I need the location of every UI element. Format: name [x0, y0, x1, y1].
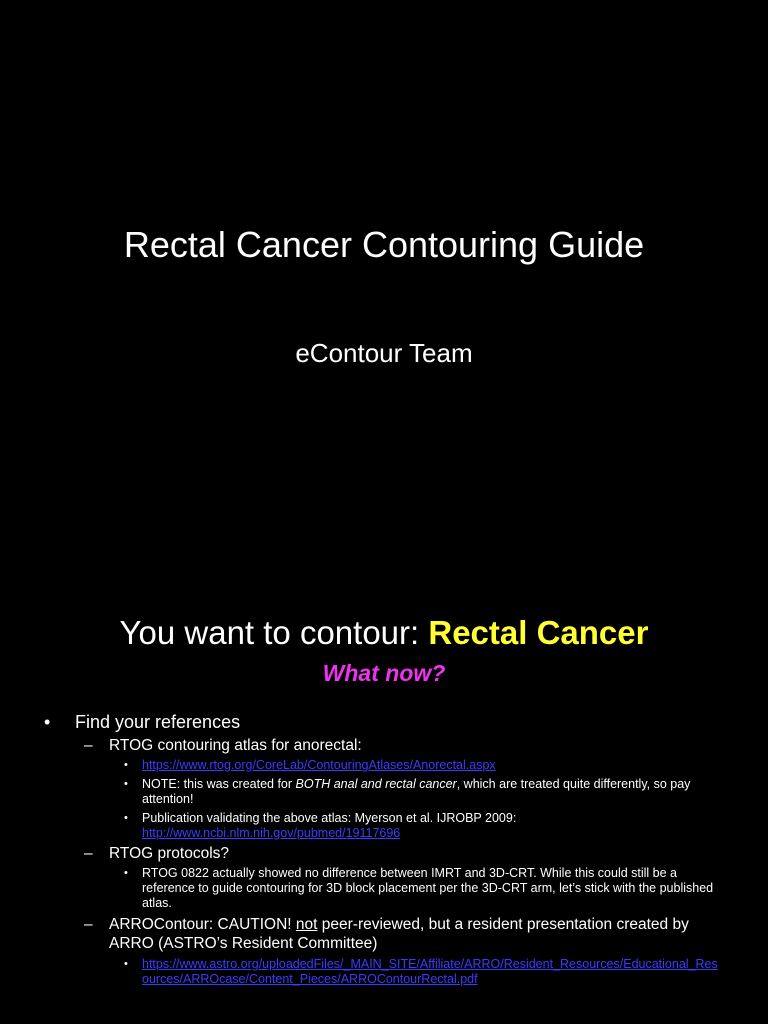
dash-marker: –: [84, 916, 93, 933]
subitem-arro-link: [0, 957, 768, 987]
item-rtog-atlas: [0, 736, 768, 755]
dash-marker: –: [84, 737, 93, 754]
heading-prefix: You want to contour:: [119, 614, 429, 651]
bullet-marker: •: [124, 812, 128, 824]
item-rtog-protocols: [0, 844, 768, 863]
reference-list: [0, 710, 768, 987]
publication-text: Publication validating the above atlas: Myerson et al. IJROBP 2009:: [142, 811, 517, 825]
arro-link[interactable]: https://www.astro.org/uploadedFiles/_MAIN_SITE/Affiliate/ARRO/Resident_Resources/Educational_Resources/ARROcase/Content_Pieces/ARROContourRectal.pdf: [142, 957, 718, 986]
protocol-text: RTOG 0822 actually showed no difference between IMRT and 3D-CRT. While this could still be a reference to guide contouring for 3D block placement per the 3D-CRT arm, let’s stick with the published atlas.: [142, 866, 714, 910]
item-arro: [0, 915, 768, 953]
subitem-protocol-note: [0, 866, 768, 911]
arro-emphasis: not: [295, 916, 318, 933]
bullet-marker: •: [124, 759, 128, 771]
slide-title: Rectal Cancer Contouring Guide: [123, 224, 645, 265]
pubmed-link[interactable]: http://www.ncbi.nlm.nih.gov/pubmed/19117696: [142, 826, 401, 840]
note-emphasis: BOTH anal and rectal cancer: [295, 777, 457, 791]
dash-marker: –: [84, 845, 93, 862]
slide-heading: [0, 612, 768, 654]
subitem-atlas-link: [0, 758, 768, 773]
bullet-find-references: [0, 710, 768, 734]
bullet-text: Find your references: [75, 712, 241, 732]
bullet-marker: •: [124, 778, 128, 790]
subitem-atlas-note: [0, 777, 768, 807]
arro-prefix: ARROContour: CAUTION!: [109, 916, 296, 933]
references-slide: [0, 588, 768, 1024]
bullet-marker: •: [124, 958, 128, 970]
heading-highlight: Rectal Cancer: [428, 614, 649, 651]
rtog-atlas-link[interactable]: https://www.rtog.org/CoreLab/ContouringAtlases/Anorectal.aspx: [142, 758, 496, 772]
item-label: RTOG protocols?: [109, 845, 230, 862]
note-prefix: NOTE: this was created for: [142, 777, 296, 791]
subitem-publication: [0, 811, 768, 841]
what-now-subtitle: What now?: [322, 660, 446, 686]
note-suffix: , which are treated quite differently, so pay attention!: [142, 777, 691, 806]
bullet-marker: •: [44, 712, 51, 732]
arro-suffix: peer-reviewed, but a resident presentation created by ARRO (ASTRO’s Resident Committee): [109, 916, 689, 952]
item-label: RTOG contouring atlas for anorectal:: [109, 737, 362, 754]
bullet-marker: •: [124, 867, 128, 879]
slide-subtitle: eContour Team: [295, 338, 473, 368]
